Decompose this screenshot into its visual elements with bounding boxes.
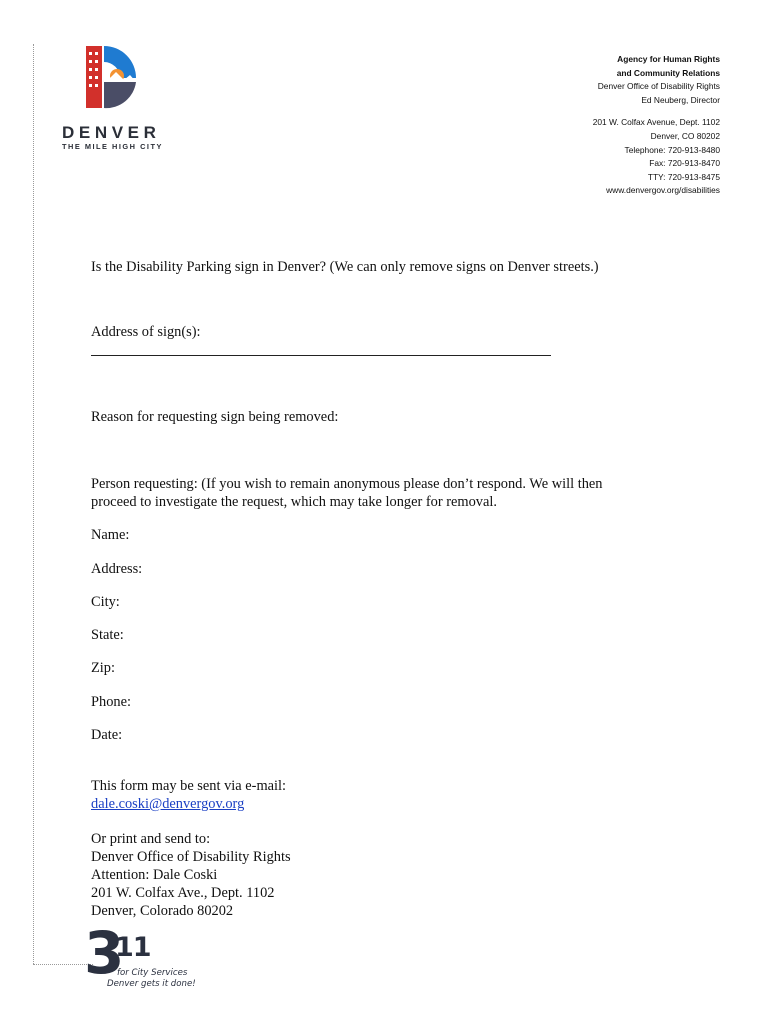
field-zip-label: Zip:	[91, 660, 115, 676]
denver-tagline: THE MILE HIGH CITY	[62, 142, 163, 151]
person-requesting-line2: proceed to investigate the request, which may take longer for removal.	[91, 494, 497, 510]
mail-office: Denver Office of Disability Rights	[91, 849, 291, 865]
field-state-label: State:	[91, 627, 124, 643]
mail-street: 201 W. Colfax Ave., Dept. 1102	[91, 885, 275, 901]
person-requesting-line1: Person requesting: (If you wish to remain anonymous please don’t respond. We will then	[91, 476, 603, 492]
telephone: Telephone: 720-913-8480	[624, 144, 720, 155]
logo-311-three: 3	[84, 919, 125, 987]
website[interactable]: www.denvergov.org/disabilities	[606, 185, 720, 196]
logo-311-tagline1: for City Services	[117, 968, 188, 978]
field-phone-label: Phone:	[91, 694, 131, 710]
email-intro: This form may be sent via e-mail:	[91, 778, 287, 794]
email-link[interactable]: dale.coski@denvergov.org	[91, 796, 245, 812]
print-intro: Or print and send to:	[91, 831, 211, 847]
field-address-label: Address:	[91, 561, 143, 577]
fax: Fax: 720-913-8470	[649, 158, 720, 169]
mail-attention: Attention: Dale Coski	[91, 867, 218, 883]
field-date-label: Date:	[91, 727, 123, 743]
reason-label: Reason for requesting sign being removed:	[91, 409, 339, 425]
city-zip: Denver, CO 80202	[650, 130, 720, 141]
field-name-label: Name:	[91, 527, 130, 543]
tty: TTY: 720-913-8475	[647, 171, 720, 182]
logo-311-eleven: 11	[115, 932, 151, 963]
agency-name-line2: and Community Relations	[616, 67, 720, 78]
agency-name-line1: Agency for Human Rights	[617, 54, 720, 64]
address-line[interactable]	[91, 355, 551, 356]
agency-header	[593, 53, 720, 198]
denver-logo-icon	[84, 42, 140, 112]
director-name: Ed Neuberg, Director	[641, 94, 720, 105]
address-label: Address of sign(s):	[91, 324, 201, 340]
logo-311	[84, 919, 204, 992]
question-text: Is the Disability Parking sign in Denver? (We can only remove signs on Denver streets.)	[91, 259, 599, 275]
denver-wordmark: DENVER	[62, 123, 161, 142]
office-name: Denver Office of Disability Rights	[597, 81, 720, 92]
mail-city: Denver, Colorado 80202	[91, 903, 234, 919]
field-city-label: City:	[91, 594, 120, 610]
street-address: 201 W. Colfax Avenue, Dept. 1102	[592, 117, 720, 128]
left-margin-line	[33, 44, 34, 964]
logo-311-tagline2: Denver gets it done!	[107, 979, 196, 989]
